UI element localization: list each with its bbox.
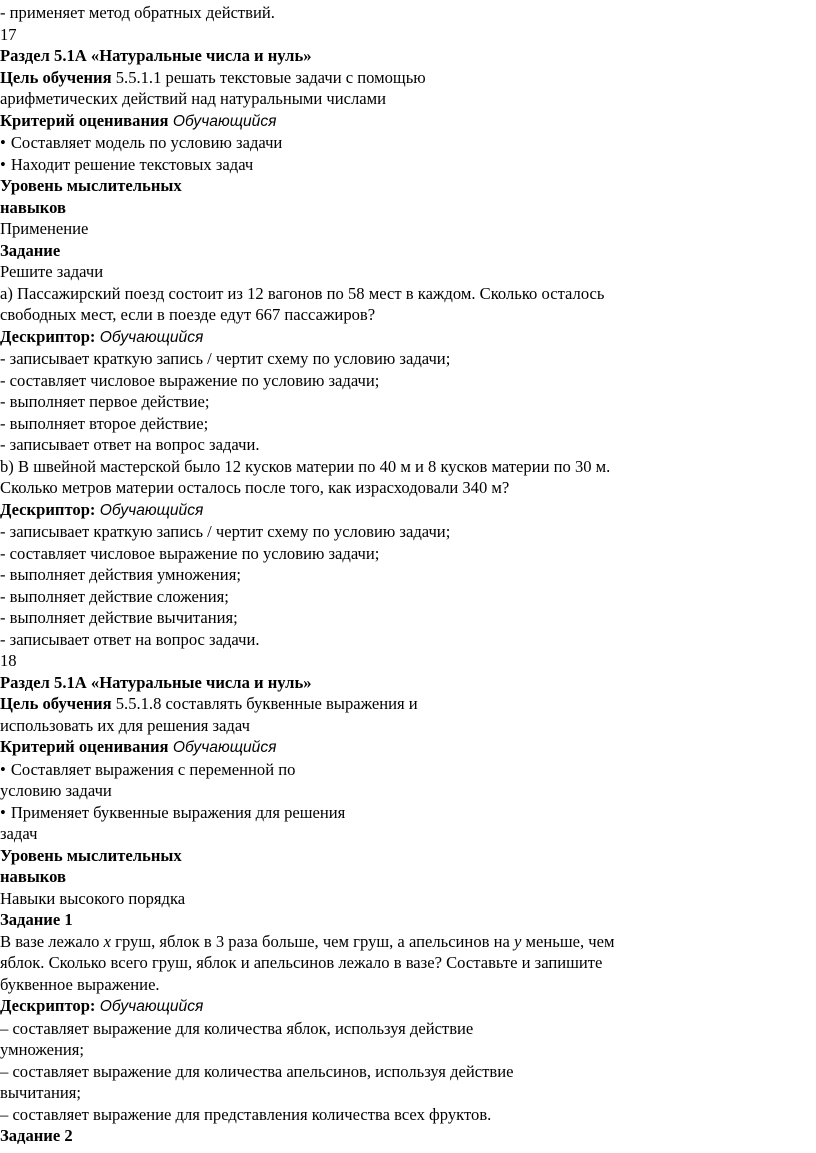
criteria-item-text: Применяет буквенные выражения для решения — [10, 802, 346, 822]
criteria-item-cont: условию задачи — [0, 781, 112, 800]
level-label-cont: навыков — [0, 197, 66, 217]
task-b-cont: Сколько метров материи осталось после того, как израсходовали 340 м? — [0, 478, 510, 497]
criteria-line — [0, 110, 810, 133]
goal-text: 5.5.1.8 составлять буквенные выражения и — [111, 694, 418, 713]
descriptor-item: – составляет выражение для количества апельсинов, используя действие — [0, 1061, 514, 1081]
task-b: b) В швейной мастерской было 12 кусков материи по 40 м и 8 кусков материи по 30 м. — [0, 456, 611, 476]
descriptor-subject: Обучающийся — [95, 328, 204, 346]
level-label: Уровень мыслительных — [0, 176, 182, 195]
descriptor-item: - выполняет второе действие; — [0, 413, 209, 433]
task-label: Задание 1 — [0, 910, 73, 929]
descriptor-line — [0, 326, 810, 349]
task1-text-part: меньше, чем — [521, 931, 615, 951]
descriptor-item-cont: умножения; — [0, 1040, 84, 1059]
descriptor-label: Дескриптор: — [0, 326, 96, 346]
page-number: 18 — [0, 651, 17, 670]
descriptor-item: - выполняет действия умножения; — [0, 565, 241, 584]
level-value: Применение — [0, 219, 89, 238]
criteria-subject: Обучающийся — [168, 112, 277, 130]
goal-text: 5.5.1.1 решать текстовые задачи с помощью — [111, 67, 426, 87]
criteria-item — [0, 759, 810, 781]
descriptor-item: - записывает ответ на вопрос задачи. — [0, 435, 260, 454]
bullet-icon: • — [0, 133, 6, 152]
descriptor-item: - составляет числовое выражение по условию задачи; — [0, 543, 380, 563]
level-label: Уровень мыслительных — [0, 845, 182, 865]
task1-text-part: В вазе лежало — [0, 931, 104, 951]
task-label: Задание 2 — [0, 1126, 73, 1145]
descriptor-item: – составляет выражение для представления количества всех фруктов. — [0, 1104, 492, 1124]
goal-line — [0, 67, 810, 89]
descriptor-label: Дескриптор: — [0, 499, 96, 519]
descriptor-item: - записывает краткую запись / чертит схему по условию задачи; — [0, 522, 451, 541]
criteria-item — [0, 154, 810, 176]
criteria-item-text: Составляет выражения с переменной по — [10, 759, 296, 779]
task1-text-cont: яблок. Сколько всего груш, яблок и апельсинов лежало в вазе? Составьте и запишите — [0, 953, 603, 972]
descriptor-subject: Обучающийся — [95, 998, 204, 1015]
criteria-item-cont: задач — [0, 824, 38, 843]
task1-text-cont: буквенное выражение. — [0, 974, 160, 994]
goal-text-cont: использовать их для решения задач — [0, 715, 250, 735]
task-a-cont: свободных мест, если в поезде едут 667 пассажиров? — [0, 305, 376, 324]
criteria-item-text: Находит решение текстовых задач — [10, 154, 254, 174]
task1-text — [0, 931, 810, 953]
task-a: а) Пассажирский поезд состоит из 12 вагонов по 58 мест в каждом. Сколько осталось — [0, 283, 605, 303]
criteria-line — [0, 736, 810, 759]
criteria-label: Критерий оценивания — [0, 110, 169, 130]
level-value: Навыки высокого порядка — [0, 888, 186, 908]
bullet-icon: • — [0, 802, 6, 822]
task1-text-part: груш, яблок в 3 раза больше, чем груш, а апельсинов на — [111, 931, 514, 951]
descriptor-item: - выполняет действие вычитания; — [0, 608, 238, 627]
goal-line — [0, 693, 810, 715]
level-label-cont: навыков — [0, 867, 66, 886]
goal-text-cont: арифметических действий над натуральными числами — [0, 89, 387, 108]
criteria-item — [0, 802, 810, 824]
goal-label: Цель обучения — [0, 694, 112, 713]
section-title: Раздел 5.1А «Натуральные числа и нуль» — [0, 46, 312, 65]
variable-y: y — [514, 931, 522, 951]
criteria-item — [0, 132, 810, 154]
descriptor-item: - записывает краткую запись / чертит схему по условию задачи; — [0, 349, 451, 368]
criteria-label: Критерий оценивания — [0, 737, 169, 756]
descriptor-item: – составляет выражение для количества яблок, используя действие — [0, 1018, 474, 1038]
bullet-icon: • — [0, 154, 6, 174]
descriptor-item: - составляет числовое выражение по условию задачи; — [0, 370, 380, 390]
goal-label: Цель обучения — [0, 67, 112, 87]
descriptor-label: Дескриптор: — [0, 996, 96, 1015]
descriptor-line — [0, 995, 810, 1018]
section-title: Раздел 5.1А «Натуральные числа и нуль» — [0, 672, 312, 692]
descriptor-subject: Обучающийся — [95, 501, 204, 519]
document-page — [0, 2, 810, 1147]
descriptor-item: - выполняет первое действие; — [0, 392, 210, 411]
bullet-icon: • — [0, 759, 6, 779]
task-intro: Решите задачи — [0, 262, 104, 281]
page-number: 17 — [0, 24, 17, 44]
descriptor-item-cont: вычитания; — [0, 1083, 82, 1102]
text-line: - применяет метод обратных действий. — [0, 3, 275, 22]
criteria-item-text: Составляет модель по условию задачи — [10, 133, 283, 152]
criteria-subject: Обучающийся — [168, 739, 277, 756]
variable-x: x — [103, 931, 111, 951]
descriptor-item: - записывает ответ на вопрос задачи. — [0, 629, 260, 649]
task-label: Задание — [0, 240, 61, 260]
descriptor-item: - выполняет действие сложения; — [0, 586, 229, 606]
descriptor-line — [0, 499, 810, 522]
